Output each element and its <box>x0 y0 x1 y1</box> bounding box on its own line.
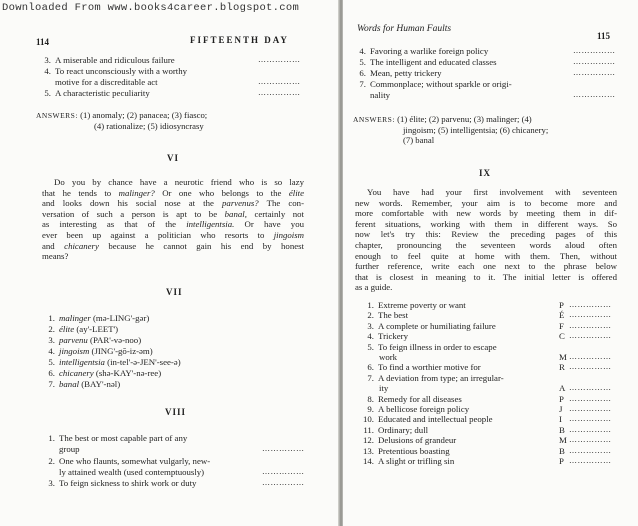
review-item: 5. To feign illness in order to escape <box>367 341 497 352</box>
answer-blank[interactable]: …………… <box>569 393 612 403</box>
initial-letter-hint: B <box>559 445 565 456</box>
list-item: 5. intelligentsia (in-tel'-ə-JEN'-see-ə) <box>48 357 181 367</box>
running-head: FIFTEENTH DAY <box>190 35 289 45</box>
list-item: 7. banal (BAY'-nəl) <box>48 379 121 389</box>
right-page <box>343 0 638 526</box>
review-item: 3. A complete or humiliating failure <box>367 320 496 331</box>
answer-blank[interactable]: …………… <box>569 352 612 361</box>
initial-letter-hint: M <box>559 435 567 446</box>
review-item-continuation: ity <box>379 383 389 394</box>
initial-letter-hint: C <box>559 331 565 342</box>
list-item-continuation: ly attained wealth (used contemptuously) <box>59 467 205 477</box>
list-item: 3. A miserable and ridiculous failure <box>44 55 175 65</box>
list-item-continuation: motive for a discreditable act <box>55 77 158 87</box>
answers-label: ANSWERS: <box>353 115 395 124</box>
answers-label: ANSWERS: <box>36 111 78 120</box>
review-item: 12. Delusions of grandeur <box>363 435 457 446</box>
initial-letter-hint: I <box>559 414 562 425</box>
review-item: 13. Pretentious boasting <box>363 445 450 456</box>
answer-blank[interactable]: …………… <box>569 435 612 445</box>
answer-blank[interactable]: …………… <box>569 424 612 434</box>
list-item-continuation: group <box>59 444 80 454</box>
section-heading: VII <box>166 287 183 297</box>
list-item: 1. The best or most capable part of any <box>48 433 188 443</box>
answer-blank[interactable]: …………… <box>262 444 305 453</box>
list-item: 3. To feign sickness to shirk work or duty <box>48 478 197 488</box>
answer-blank[interactable]: …………… <box>573 57 616 66</box>
running-head: Words for Human Faults <box>357 24 452 34</box>
initial-letter-hint: R <box>559 362 565 373</box>
paragraph-ix: You have had your first involvement with seventeen new words. Remember, your aim is to become more and more comfortable with new words by meeting them in dif- ferent situations, working with them in different ways. So now let's try this: Review the preceding pages of this chapter, pronouncing the seventeen words aloud often enough to feel quite at home with them. Then, without further reference, write each one next to the phrase below that is closest in meaning to it. The initial letter is offered as a guide. <box>355 187 617 293</box>
section-heading: VIII <box>165 407 187 417</box>
review-item: 11. Ordinary; dull <box>363 424 429 435</box>
page-number: 115 <box>597 31 611 41</box>
answer-blank[interactable]: …………… <box>258 88 301 97</box>
answer-blank[interactable]: …………… <box>258 77 301 86</box>
answer-blank[interactable]: …………… <box>569 362 612 372</box>
list-item: 7. Commonplace; without sparkle or origi- <box>359 79 512 89</box>
answer-blank[interactable]: …………… <box>573 46 616 55</box>
answer-blank[interactable]: …………… <box>262 478 305 487</box>
initial-letter-hint: J <box>559 404 563 414</box>
answers-block: ANSWERS: (1) anomaly; (2) panacea; (3) fiasco; (4) rationalize; (5) idiosyncrasy <box>36 110 208 131</box>
list-item: 6. Mean, petty trickery <box>359 68 442 78</box>
review-item: 14. A slight or trifling sin <box>363 456 455 466</box>
section-heading: VI <box>167 153 180 163</box>
page-number: 114 <box>36 37 50 47</box>
review-item: 4. Trickery <box>367 331 408 342</box>
initial-letter-hint: É <box>559 310 565 321</box>
section-heading: IX <box>479 168 492 178</box>
answer-blank[interactable]: …………… <box>569 320 612 330</box>
list-item: 1. malinger (mə-LING'-gər) <box>48 313 150 323</box>
list-item: 4. Favoring a warlike foreign policy <box>359 46 489 56</box>
answer-blank[interactable]: …………… <box>569 445 612 455</box>
answer-blank[interactable]: …………… <box>569 414 612 424</box>
initial-letter-hint: A <box>559 383 566 394</box>
answer-blank[interactable]: …………… <box>573 90 616 99</box>
answer-blank[interactable]: …………… <box>569 383 612 393</box>
initial-letter-hint: P <box>559 456 564 466</box>
answers-block: ANSWERS: (1) élite; (2) parvenu; (3) malinger; (4) jingoism; (5) intelligentsia; (6) chicanery; (7) banal <box>353 114 549 145</box>
watermark: Downloaded From www.books4career.blogspot.com <box>2 2 300 14</box>
initial-letter-hint: B <box>559 424 565 435</box>
review-item: 2. The best <box>367 310 409 321</box>
list-item-continuation: nality <box>370 90 391 100</box>
review-item: 8. Remedy for all diseases <box>367 393 462 404</box>
answer-blank[interactable]: …………… <box>262 467 305 476</box>
initial-letter-hint: P <box>559 393 564 404</box>
answer-blank[interactable]: …………… <box>569 331 612 341</box>
paragraph-vi: Do you by chance have a neurotic friend who is so lazy that he tends to malinger? Or one who belongs to the élite and looks down his social nose at the parvenus? The con- versation of such a person is apt to be banal, certainly not as interesting as that of the intelligentsia. Or have you ever been up against a politician who resorts to jingoism and chicanery because he cannot gain his end by honest means? <box>42 177 305 262</box>
answer-blank[interactable]: …………… <box>569 310 612 320</box>
initial-letter-hint: P <box>559 300 564 310</box>
review-item: 1. Extreme poverty or want <box>367 300 466 310</box>
list-item: 2. One who flaunts, somewhat vulgarly, new- <box>48 456 211 466</box>
answer-blank[interactable]: …………… <box>569 300 612 309</box>
answer-blank[interactable]: …………… <box>569 404 612 413</box>
review-item: 7. A deviation from type; an irregular- <box>367 372 504 383</box>
list-item: 4. To react unconsciously with a worthy <box>44 66 188 76</box>
list-item: 6. chicanery (shə-KAY'-nə-ree) <box>48 368 162 378</box>
list-item: 2. élite (ay'-LEET') <box>48 324 119 334</box>
para-line-with-italics: that he tends to malinger? Or one who belongs to the élite <box>42 187 305 198</box>
list-item: 5. The intelligent and educated classes <box>359 57 497 67</box>
review-item: 9. A bellicose foreign policy <box>367 404 470 414</box>
list-item: 5. A characteristic peculiarity <box>44 88 150 98</box>
initial-letter-hint: F <box>559 320 564 331</box>
answer-blank[interactable]: …………… <box>573 68 616 77</box>
review-item: 10. Educated and intellectual people <box>363 414 493 425</box>
review-item-continuation: work <box>379 352 398 362</box>
answer-blank[interactable]: …………… <box>569 456 612 465</box>
list-item: 4. jingoism (JING'-gō-iz-əm) <box>48 346 153 356</box>
list-item: 3. parvenu (PAR'-və-noo) <box>48 335 142 345</box>
initial-letter-hint: M <box>559 352 567 362</box>
review-item: 6. To find a worthier motive for <box>367 362 481 373</box>
answer-blank[interactable]: …………… <box>258 55 301 64</box>
